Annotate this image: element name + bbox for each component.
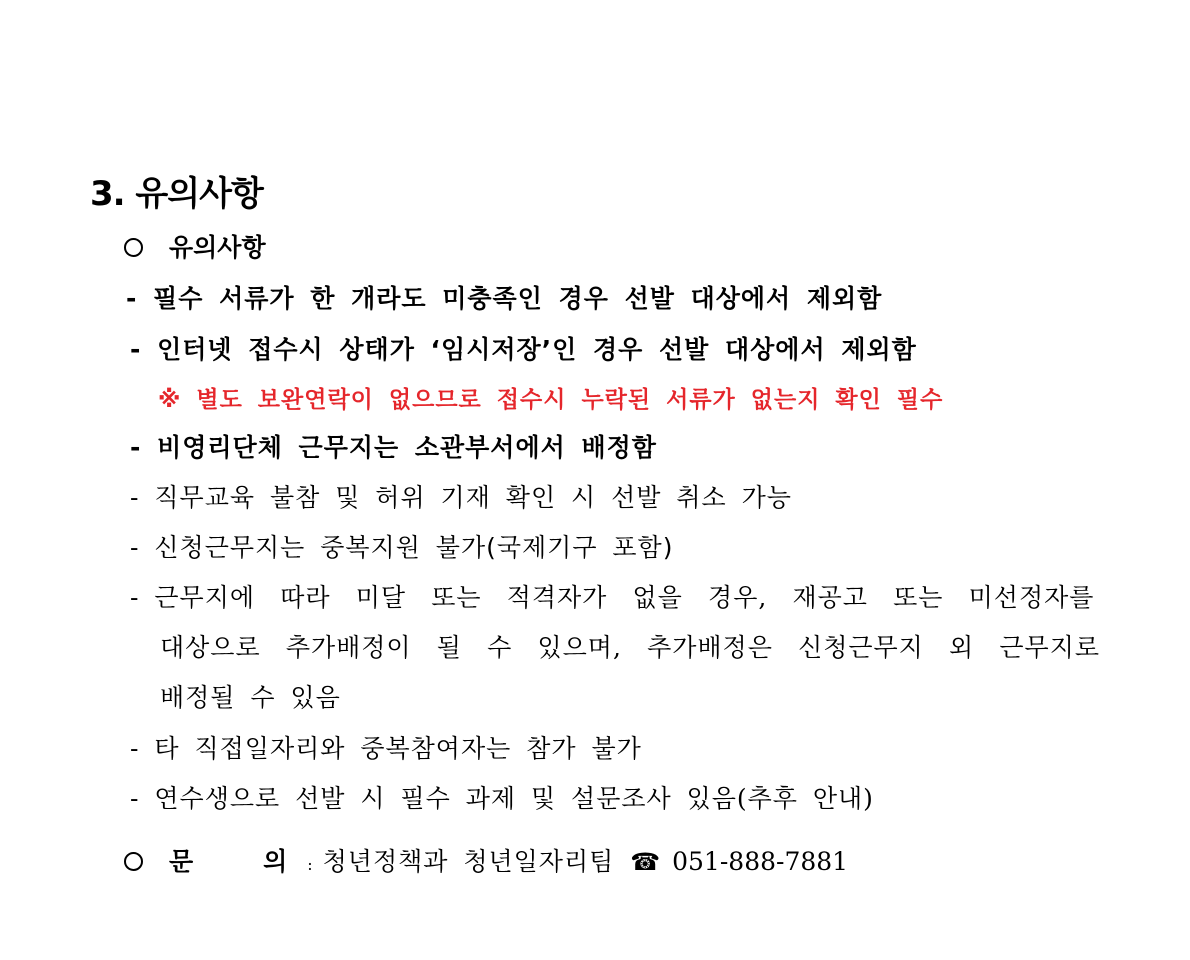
circle-bullet-icon [124, 852, 143, 871]
dash: - [130, 335, 158, 364]
warning-text: ※ 별도 보완연락이 없으므로 접수시 누락된 서류가 없는지 확인 필수 [158, 387, 944, 413]
contact-text: 청년정책과 청년일자리팀 [322, 847, 615, 876]
list-item [130, 580, 1094, 616]
contact-line [124, 844, 848, 883]
warning-note [158, 382, 943, 418]
contact-colon: : [307, 855, 313, 874]
dash: - [126, 284, 154, 313]
item-text: 근무지에 따라 미달 또는 적격자가 없을 경우, 재공고 또는 미선정자를 [154, 583, 1095, 612]
phone-icon: ☎ [630, 848, 661, 876]
dash: - [130, 433, 158, 462]
dash: - [130, 533, 155, 562]
list-item [130, 332, 917, 368]
list-item [130, 430, 657, 466]
section-title: 3. 유의사항 [90, 174, 263, 214]
dash: - [130, 784, 155, 813]
list-item [130, 731, 642, 767]
phone-number: 051-888-7881 [672, 847, 849, 876]
item-text: 인터넷 접수시 상태가 ‘임시저장’인 경우 선발 대상에서 제외함 [157, 335, 917, 364]
list-item-continued [160, 680, 341, 716]
list-item [126, 281, 882, 317]
item-text: 직무교육 불참 및 허위 기재 확인 시 선발 취소 가능 [154, 483, 792, 512]
subheading-label: 유의사항 [169, 233, 266, 262]
subheading [124, 230, 266, 266]
list-item [130, 530, 673, 566]
item-text: 배정될 수 있음 [160, 683, 341, 712]
contact-label-a: 문 [169, 847, 194, 876]
dash: - [130, 483, 155, 512]
contact-label-b: 의 [263, 847, 288, 876]
item-text: 대상으로 추가배정이 될 수 있으며, 추가배정은 신청근무지 외 근무지로 [160, 633, 1100, 662]
item-text-emphasis: (국제기구 포함) [486, 533, 674, 562]
item-text: 필수 서류가 한 개라도 미충족인 경우 선발 대상에서 제외함 [153, 284, 883, 313]
list-item [130, 781, 874, 817]
dash: - [130, 734, 155, 763]
list-item [130, 480, 792, 516]
circle-bullet-icon [124, 238, 143, 257]
dash: - [130, 583, 155, 612]
item-text: 타 직접일자리와 중복참여자는 참가 불가 [154, 734, 642, 763]
item-text: 비영리단체 근무지는 소관부서에서 배정함 [157, 433, 657, 462]
item-text: 연수생으로 선발 시 필수 과제 및 설문조사 있음(추후 안내) [154, 784, 874, 813]
list-item-continued [160, 630, 1100, 666]
item-text: 신청근무지는 중복지원 불가 [154, 533, 487, 562]
